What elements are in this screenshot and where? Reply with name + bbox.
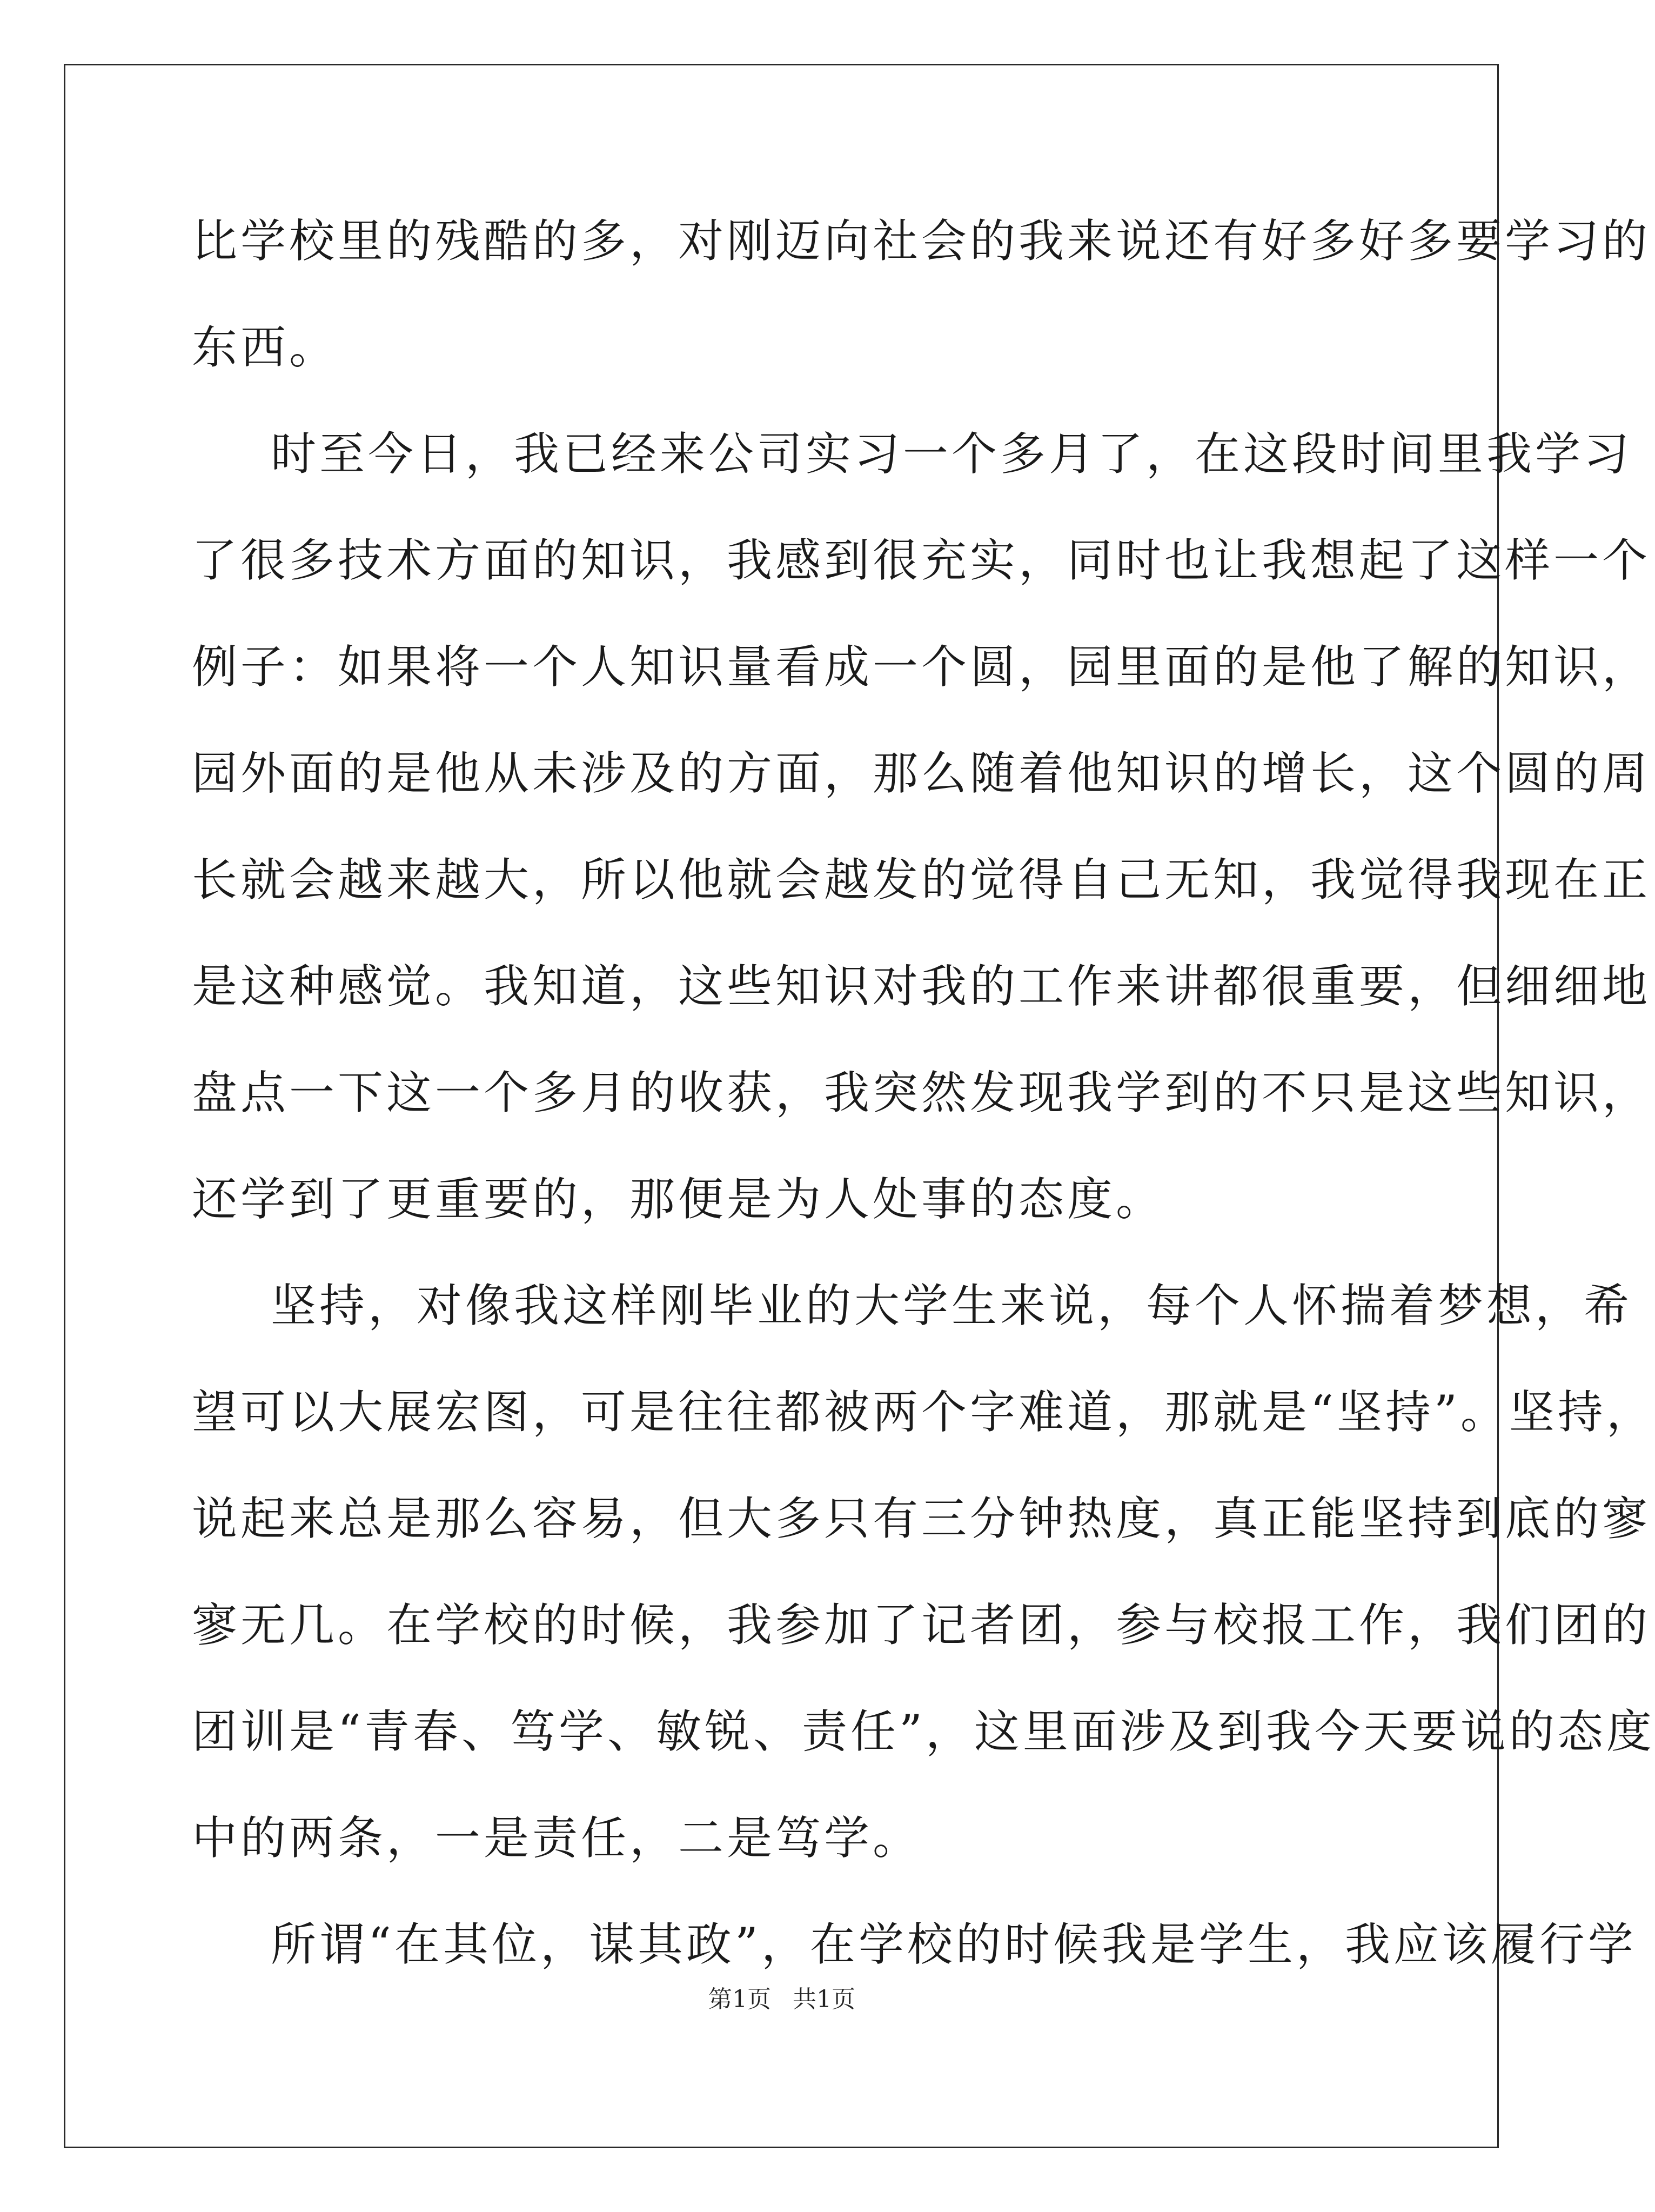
- paragraph-start-line: 所谓“在其位，谋其政”，在学校的时候我是学生，我应该履行学: [271, 1918, 1637, 1971]
- text-line: 团训是“青春、笃学、敏锐、责任”，这里面涉及到我今天要说的态度: [192, 1705, 1655, 1758]
- paragraph-start-line: 时至今日，我已经来公司实习一个多月了，在这段时间里我学习: [271, 427, 1633, 480]
- text-line: 了很多技术方面的知识，我感到很充实，同时也让我想起了这样一个: [192, 534, 1651, 587]
- page-number-current: 第1页: [708, 1986, 771, 2013]
- text-line: 东西。: [192, 321, 338, 374]
- text-line: 还学到了更重要的，那便是为人处事的态度。: [192, 1173, 1165, 1226]
- text-line: 长就会越来越大，所以他就会越发的觉得自己无知，我觉得我现在正: [192, 853, 1651, 906]
- paragraph-start-line: 坚持，对像我这样刚毕业的大学生来说，每个人怀揣着梦想，希: [271, 1279, 1633, 1332]
- text-line: 望可以大展宏图，可是往往都被两个字难道，那就是“坚持”。坚持，: [192, 1386, 1655, 1439]
- page-footer: [0, 1983, 1564, 2016]
- text-line: 例子：如果将一个人知识量看成一个圆，园里面的是他了解的知识，: [192, 640, 1651, 693]
- text-line: 比学校里的残酷的多，对刚迈向社会的我来说还有好多好多要学习的: [192, 215, 1651, 268]
- text-line: 园外面的是他从未涉及的方面，那么随着他知识的增长，这个圆的周: [192, 747, 1651, 800]
- text-line: 说起来总是那么容易，但大多只有三分钟热度，真正能坚持到底的寥: [192, 1492, 1651, 1545]
- text-line: 是这种感觉。我知道，这些知识对我的工作来讲都很重要，但细细地: [192, 960, 1651, 1013]
- text-line: 盘点一下这一个多月的收获，我突然发现我学到的不只是这些知识，: [192, 1066, 1651, 1119]
- page-number-total: 共1页: [793, 1986, 855, 2013]
- text-line: 中的两条，一是责任，二是笃学。: [192, 1812, 922, 1865]
- document-body: [192, 188, 1655, 1998]
- text-line: 寥无几。在学校的时候，我参加了记者团，参与校报工作，我们团的: [192, 1599, 1651, 1652]
